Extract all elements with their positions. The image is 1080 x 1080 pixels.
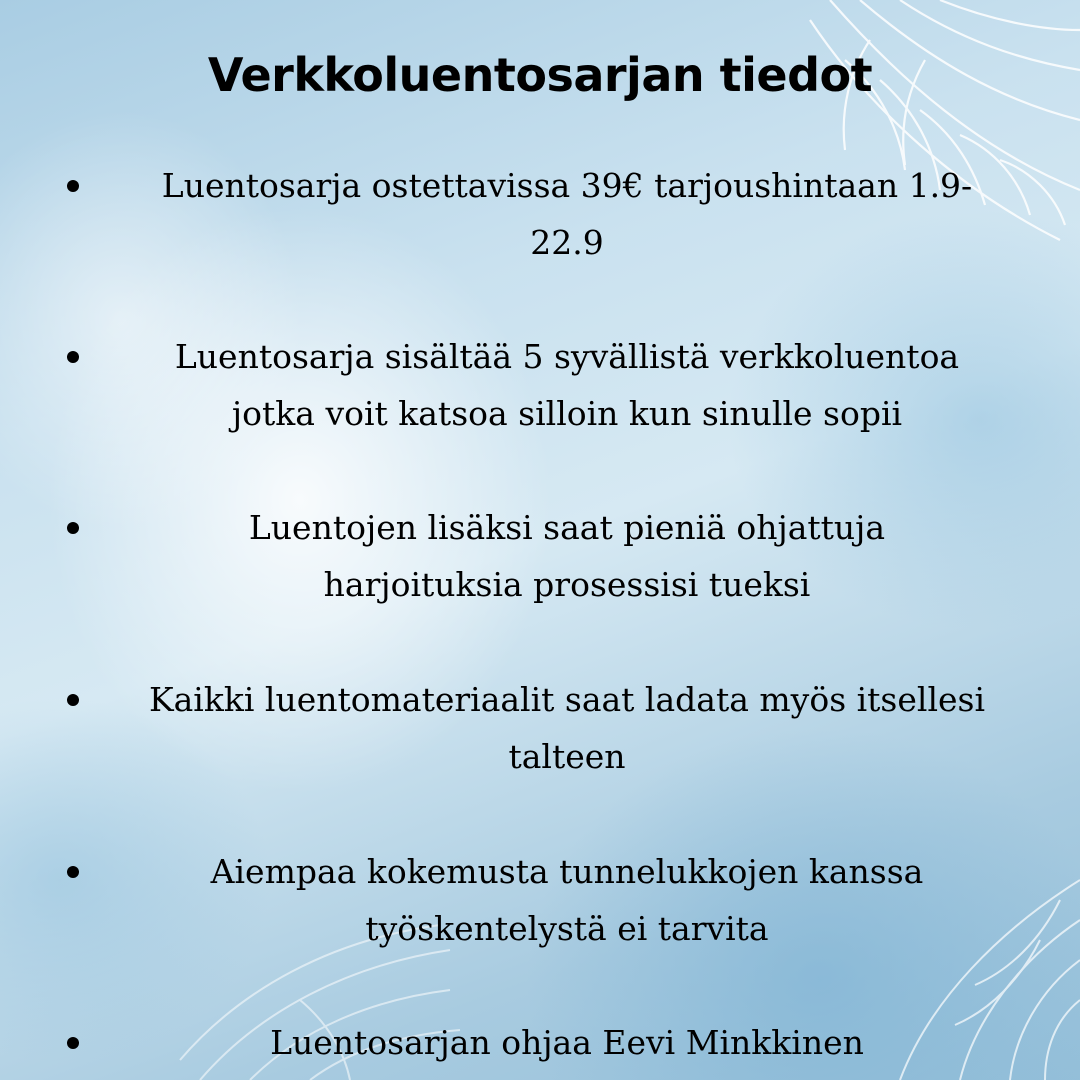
- list-item-line: jotka voit katsoa silloin kun sinulle sopii: [231, 394, 903, 433]
- bullet-icon: [67, 522, 79, 534]
- list-item-line: Luentojen lisäksi saat pieniä ohjattuja: [248, 508, 886, 547]
- list-item-line: talteen: [508, 737, 626, 776]
- list-item-line: Luentosarja ostettavissa 39€ tarjoushintaan 1.9-: [161, 166, 973, 205]
- list-item-text: [100, 671, 1034, 785]
- page-title: Verkkoluentosarjan tiedot: [207, 48, 873, 102]
- list-item-text: [100, 499, 1034, 613]
- list-item-line: Aiempaa kokemusta tunnelukkojen kanssa: [210, 852, 924, 891]
- bullet-icon: [67, 351, 79, 363]
- list-item-text: [100, 157, 1034, 271]
- list-item-text: [100, 843, 1034, 957]
- bullet-icon: [67, 1037, 79, 1049]
- list-item-line: työskentelystä ei tarvita: [365, 909, 769, 948]
- list-item-text: [100, 328, 1034, 442]
- list-item-text: [100, 1014, 1034, 1071]
- bullet-icon: [67, 866, 79, 878]
- list-item-line: Kaikki luentomateriaalit saat ladata myös itsellesi: [148, 680, 986, 719]
- list-item-line: 22.9: [530, 223, 604, 262]
- bullet-icon: [67, 180, 79, 192]
- list-item-line: Luentosarja sisältää 5 syvällistä verkkoluentoa: [174, 337, 960, 376]
- list-item-line: Luentosarjan ohjaa Eevi Minkkinen: [270, 1023, 864, 1062]
- list-item-line: harjoituksia prosessisi tueksi: [323, 565, 811, 604]
- bullet-icon: [67, 694, 79, 706]
